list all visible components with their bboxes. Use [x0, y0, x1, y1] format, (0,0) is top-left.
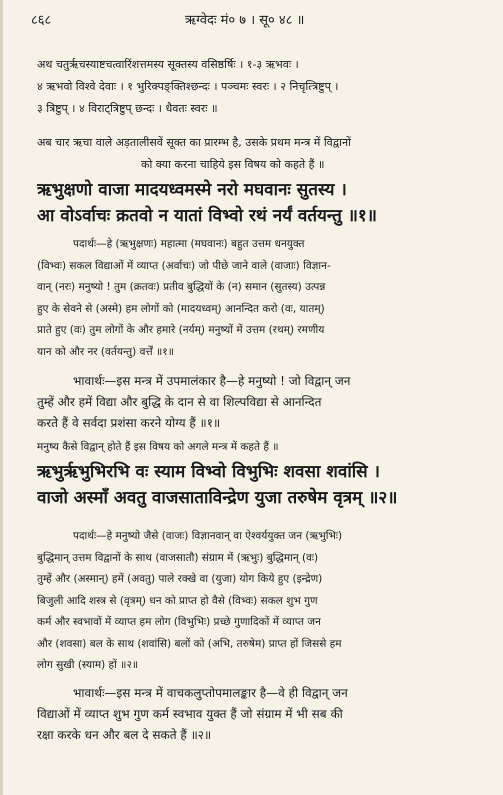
padartha-line: तुम्हें और (अस्मान्) हमें (अवतु) पाले रक्खे वा (युजा) योग किये हुए (इन्द्रेण) — [37, 573, 323, 585]
padartha-line: बुद्धिमान् उत्तम विद्वानों के साथ (वाजसातौ) संग्राम में (ऋभुः) बुद्धिमान् (वः) — [37, 551, 319, 564]
metadata-line: ४ ऋभवो विश्वे देवाः । १ भुरिक्पङ्क्तिश्छन्दः । पञ्चमः स्वरः । २ निचृत्त्रिष्टुप् । — [37, 80, 339, 93]
padartha-line: (विभ्वः) सकल विद्याओं में व्याप्त (अर्वाचः) जो पीछे जाने वाले (वाजाः) विज्ञान- — [37, 259, 331, 272]
mantra-1 — [37, 177, 485, 229]
bhavartha-1 — [37, 371, 481, 434]
padartha-line: यान को और नर (वर्तयन्तु) वर्त्तें ॥१॥ — [37, 345, 175, 358]
padartha-line: लोग सुखी (स्याम) हों ॥२॥ — [37, 659, 139, 671]
bhavartha-line: विद्याओं में व्याप्त शुभ गुण कर्म स्वभाव युक्त हैं जो संग्राम में भी सब की — [37, 707, 343, 721]
bhavartha-line: भावार्थः—इस मन्त्र में उपमालंकार है—हे मनुष्यो ! जो विद्वान् जन — [73, 374, 351, 388]
padartha-line: वान् (नरः) मनुष्यो ! तुम (क्रतवः) प्रतीव बुद्धियों के (न) समान (सुतस्य) उत्पन्न — [37, 281, 326, 293]
bhavartha-2 — [37, 683, 481, 746]
padartha-line: हुए के सेवने से (अस्मे) हम लोगों को (मादयध्वम्) आनन्दित करो (वः, यातम्) — [37, 302, 325, 315]
bhavartha-line: भावार्थः—इस मन्त्र में वाचकलुप्तोपमालङ्कार है—वे ही विद्वान् जन — [73, 686, 348, 700]
mantra-line: ऋभुक्षणो वाजा मादयध्वमस्मे नरो मघवानः सुतस्य । — [37, 180, 347, 200]
bhavartha-line: करते हैं वे सर्वदा प्रशंसा करने योग्य हैं ॥१॥ — [37, 416, 221, 430]
mantra-line: आ वोऽर्वाचः क्रतवो न यातां विभ्वो रथं नर्यं वर्तयन्तु ॥१॥ — [37, 206, 377, 226]
mantra-2-intro: मनुष्य कैसे विद्वान् होते हैं इस विषय को अगले मन्त्र में कहते हैं ॥ — [37, 441, 279, 453]
padartha-line: पदार्थः—हे (ऋभुक्षणः) महात्मा (मघवानः) बहुत उत्तम धनयुक्त — [73, 238, 305, 250]
padartha-2 — [37, 526, 481, 677]
intro-line: अब चार ऋचा वाले अड़तालीसवें सूक्त का प्रारम्भ है, उसके प्रथम मन्त्र में विद्वानों — [37, 136, 351, 149]
padartha-1 — [37, 234, 481, 363]
bhavartha-line: तुम्हें और हमें विद्या और बुद्धि के दान से वा शिल्पविद्या से आनन्दित — [37, 395, 322, 409]
bhavartha-line: रक्षा करके धन और बल दे सकते हैं ॥२॥ — [37, 728, 212, 742]
mantra-line: वाजो अस्माँ अवतु वाजसाताविन्द्रेण युजा तरुषेम वृत्रम् ॥२॥ — [37, 488, 398, 508]
running-title: ऋग्वेदः मं० ७ । सू० ४८ ॥ — [185, 13, 305, 28]
intro-line: को क्या करना चाहिये इस विषय को कहते हैं ॥ — [141, 158, 325, 171]
padartha-line: पदार्थः—हे मनुष्यो जैसे (वाजः) विज्ञानवान् वा ऐश्वर्ययुक्त जन (ऋभुभिः) — [73, 530, 343, 542]
padartha-line: बिजुली आदि शस्त्र से (वृत्रम्) धन को प्राप्त हो वैसे (विभ्वः) सकल शुभ गुण — [37, 594, 318, 607]
page-header — [15, 8, 491, 30]
padartha-line: कर्म और स्वभावों में व्याप्त हम लोग (विभुभिः) प्रच्छे गुणादिकों में व्याप्त जन — [37, 616, 321, 628]
padartha-line: और (शवसा) बल के साथ (शवांसि) बलों को (अभि, तरुषेम) प्राप्त हों जिससे हम — [37, 637, 342, 650]
page-number: ८६८ — [31, 13, 52, 28]
sukta-metadata — [37, 54, 479, 120]
metadata-line: अथ चतुर्ऋचस्याष्टचत्वारिंशत्तमस्य सूक्तस्य वसिष्ठर्षिः । १-३ ऋभवः । — [37, 58, 299, 71]
sukta-intro — [37, 132, 479, 176]
mantra-2 — [37, 459, 485, 511]
padartha-line: प्राते हुए (वः) तुम लोगों के और हमारे (नर्यम्) मनुष्यों में उत्तम (रथम्) रमणीय — [37, 324, 325, 336]
mantra-line: ऋभुर्ऋभुभिरभि वः स्याम विभ्वो विभुभिः शवसा शवांसि । — [37, 462, 380, 482]
metadata-line: ३ त्रिष्टुप् । ४ विराट्त्रिष्टुप् छन्दः । धैवतः स्वरः ॥ — [37, 102, 218, 115]
